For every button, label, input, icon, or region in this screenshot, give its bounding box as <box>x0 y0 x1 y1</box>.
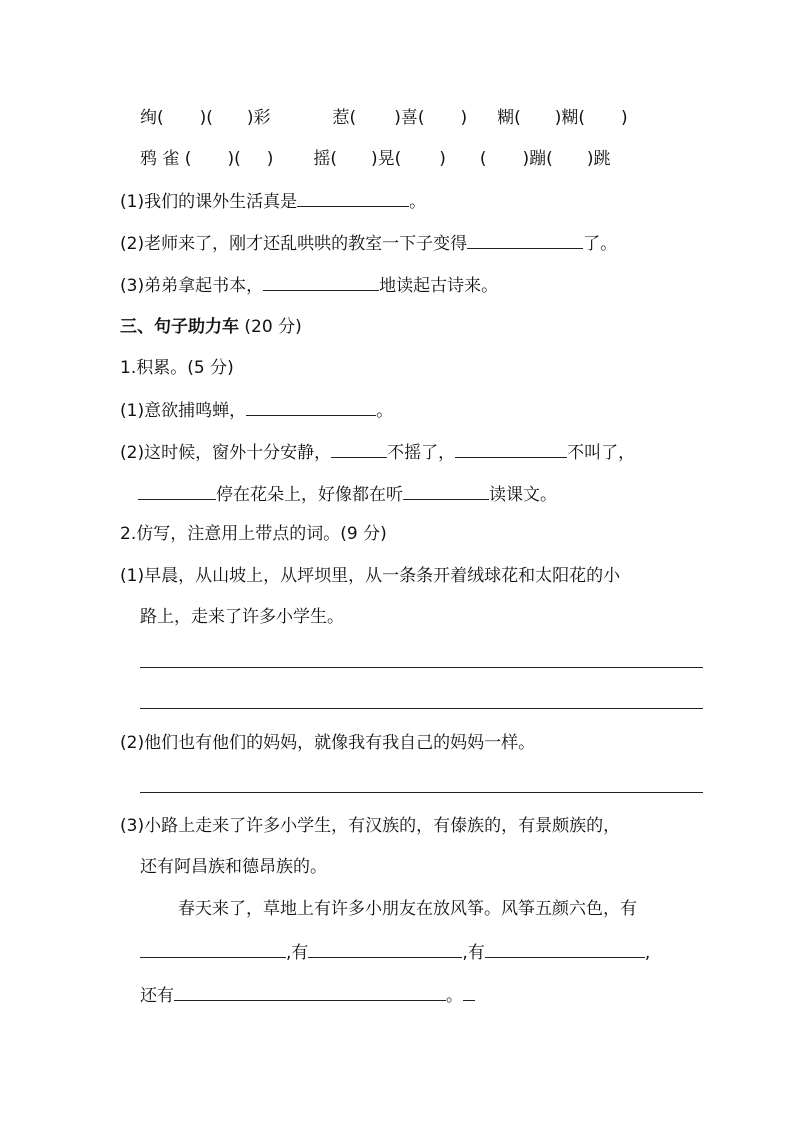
part-title: 1.积累。(5 分) <box>120 358 234 378</box>
answer-blank[interactable] <box>174 982 446 1001</box>
word-token: 糊( <box>497 108 521 128</box>
fill-question-2 <box>120 230 617 256</box>
word-token: ( <box>479 149 487 169</box>
part-1-question-1 <box>120 397 393 423</box>
question-text: 。 <box>409 192 427 212</box>
word-token: ) <box>460 108 468 128</box>
question-text: 了。 <box>583 234 618 254</box>
word-token: )( <box>199 108 213 128</box>
question-text: 读课文。 <box>489 485 557 505</box>
question-text: 春天来了，草地上有许多小朋友在放风筝。风筝五颜六色，有 <box>178 899 637 919</box>
section-heading <box>120 315 302 339</box>
answer-blank[interactable] <box>485 939 645 958</box>
question-text: , <box>644 943 651 963</box>
answer-blank[interactable] <box>297 188 409 207</box>
section-score: (20 分) <box>244 317 302 337</box>
answer-line[interactable] <box>140 708 703 709</box>
word-token: 摇( <box>313 149 337 169</box>
word-row-1 <box>140 106 628 130</box>
answer-line[interactable] <box>140 792 703 793</box>
question-text: 不摇了， <box>387 443 456 463</box>
question-text: 路上，走来了许多小学生。 <box>140 607 344 627</box>
answer-blank[interactable] <box>138 481 216 500</box>
word-token: ) <box>266 149 274 169</box>
answer-blank[interactable] <box>455 439 567 458</box>
question-text: (3)小路上走来了许多小学生，有汉族的，有傣族的，有景颇族的， <box>120 816 621 836</box>
question-text: (2)这时候，窗外十分安静， <box>120 443 332 463</box>
practice-paragraph-line-2 <box>140 939 650 965</box>
question-text: ,有 <box>462 943 485 963</box>
fill-question-1 <box>120 188 426 214</box>
question-text: (3)弟弟拿起书本， <box>120 276 264 296</box>
answer-blank[interactable] <box>263 272 379 291</box>
part-2-title <box>120 522 387 546</box>
word-token: )彩 <box>246 108 271 128</box>
question-text: ,有 <box>286 943 309 963</box>
answer-blank[interactable] <box>140 939 286 958</box>
question-text: (1)我们的课外生活真是 <box>120 192 298 212</box>
word-token: )晃( <box>371 149 402 169</box>
fill-question-3 <box>120 272 498 298</box>
part-1-question-2-cont <box>138 481 557 507</box>
word-token: 绚( <box>140 108 164 128</box>
part-title: 2.仿写，注意用上带点的词。(9 分) <box>120 524 387 544</box>
imitate-sentence-3-cont <box>140 855 327 879</box>
answer-blank[interactable] <box>463 982 475 1001</box>
section-title: 三、句子助力车 <box>120 317 239 337</box>
word-token: 惹( <box>332 108 357 128</box>
question-text: 。 <box>446 986 463 1006</box>
question-text: 。 <box>376 401 394 421</box>
answer-blank[interactable] <box>403 481 489 500</box>
part-1-question-2 <box>120 439 635 465</box>
imitate-sentence-1-cont <box>140 605 344 629</box>
answer-blank[interactable] <box>467 230 583 249</box>
question-text: 地读起古诗来。 <box>379 276 499 296</box>
word-token: 鸦 雀 ( <box>140 149 192 169</box>
question-text: (2)他们也有他们的妈妈，就像我有我自己的妈妈一样。 <box>120 733 536 753</box>
question-text: 还有阿昌族和德昂族的。 <box>140 857 327 877</box>
word-token: ) <box>439 149 446 169</box>
question-text: 停在花朵上，好像都在听 <box>216 485 403 505</box>
word-token: )( <box>227 149 241 169</box>
answer-blank[interactable] <box>246 397 376 416</box>
practice-paragraph-line-3 <box>140 982 475 1008</box>
word-token: )喜( <box>394 108 425 128</box>
imitate-sentence-3 <box>120 814 620 838</box>
word-row-2 <box>140 147 610 171</box>
answer-line[interactable] <box>140 667 703 668</box>
question-text: 还有 <box>140 986 174 1006</box>
imitate-sentence-1 <box>120 564 620 588</box>
word-token: )糊( <box>554 108 585 128</box>
part-1-title <box>120 356 234 380</box>
question-text: (2)老师来了，刚才还乱哄哄的教室一下子变得 <box>120 234 468 254</box>
word-token: ) <box>621 108 628 128</box>
word-token: )蹦( <box>522 149 553 169</box>
practice-paragraph-line-1 <box>178 897 637 921</box>
question-text: 不叫了， <box>567 443 636 463</box>
answer-blank[interactable] <box>331 439 387 458</box>
imitate-sentence-2 <box>120 731 535 755</box>
word-token: )跳 <box>586 149 611 169</box>
question-text: (1)意欲捕鸣蝉， <box>120 401 247 421</box>
question-text: (1)早晨，从山坡上，从坪坝里，从一条条开着绒球花和太阳花的小 <box>120 566 621 586</box>
answer-blank[interactable] <box>308 939 462 958</box>
